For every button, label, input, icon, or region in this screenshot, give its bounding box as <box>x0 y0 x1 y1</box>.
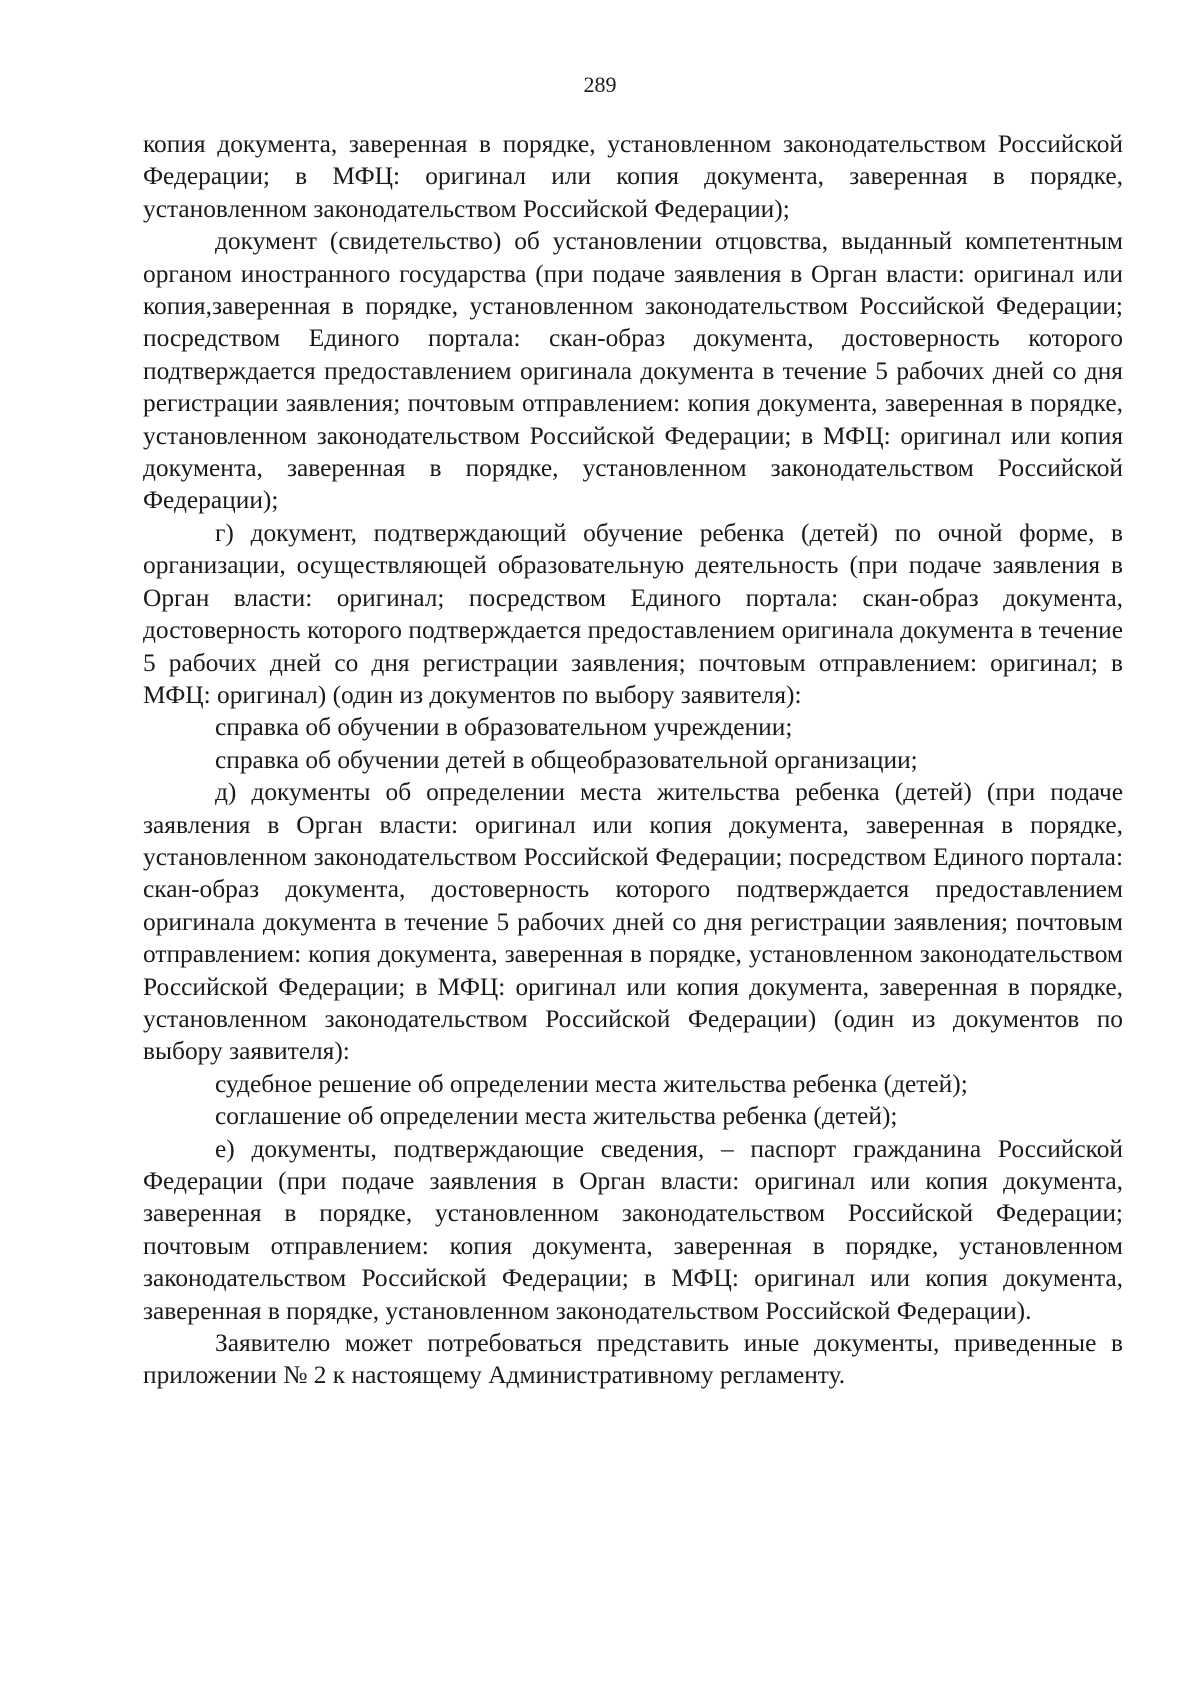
paragraph-paternity-certificate: документ (свидетельство) об установлении отцовства, выданный компетентным органом иностранного государства (при подаче заявления в Орган власти: оригинал или копия,заверенная в порядке, установленном законодательством Российской Федерации; посредством Единого портала: скан-образ документа, достоверность которого подтверждается предоставлением оригинала документа в течение 5 рабочих дней со дня регистрации заявления; почтовым отправлением: копия документа, заверенная в порядке, установленном законодательством Российской Федерации; в МФЦ: оригинал или копия документа, заверенная в порядке, установленном законодательством Российской Федерации); <box>143 227 1123 515</box>
paragraph-g-education-document: г) документ, подтверждающий обучение ребенка (детей) по очной форме, в организации, осуществляющей образовательную деятельность (при подаче заявления в Орган власти: оригинал; посредством Единого портала: скан-образ документа, достоверность которого подтверждается предоставлением оригинала документа в течение 5 рабочих дней со дня регистрации заявления; почтовым отправлением: оригинал; в МФЦ: оригинал) (один из документов по выбору заявителя): <box>143 518 1123 709</box>
list-item-agreement: соглашение об определении места жительства ребенка (детей); <box>215 1102 898 1131</box>
list-item-education-certificate: справка об обучении в образовательном учреждении; <box>215 713 793 742</box>
list-item-school-certificate: справка об обучении детей в общеобразовательной организации; <box>215 745 918 774</box>
page-number: 289 <box>583 72 617 97</box>
paragraph-other-documents: Заявителю может потребоваться представить иные документы, приведенные в приложении № 2 к настоящему Административному регламенту. <box>143 1329 1123 1390</box>
document-body <box>143 128 1123 1392</box>
list-item-court-decision: судебное решение об определении места жительства ребенка (детей); <box>215 1069 968 1098</box>
paragraph-d-residence-documents: д) документы об определении места жительства ребенка (детей) (при подаче заявления в Орган власти: оригинал или копия документа, заверенная в порядке, установленном законодательством Российской Федерации; посредством Единого портала: скан-образ документа, достоверность которого подтверждается предоставлением оригинала документа в течение 5 рабочих дней со дня регистрации заявления; почтовым отправлением: копия документа, заверенная в порядке, установленном законодательством Российской Федерации; в МФЦ: оригинал или копия документа, заверенная в порядке, установленном законодательством Российской Федерации) (один из документов по выбору заявителя): <box>143 778 1123 1066</box>
paragraph-copy-continuation: копия документа, заверенная в порядке, установленном законодательством Российской Федерации; в МФЦ: оригинал или копия документа, заверенная в порядке, установленном законодательством Российской Федерации); <box>143 130 1123 223</box>
paragraph-e-passport: е) документы, подтверждающие сведения, – паспорт гражданина Российской Федерации (при подаче заявления в Орган власти: оригинал или копия документа, заверенная в порядке, установленном законодательством Российской Федерации; почтовым отправлением: копия документа, заверенная в порядке, установленном законодательством Российской Федерации; в МФЦ: оригинал или копия документа, заверенная в порядке, установленном законодательством Российской Федерации). <box>143 1134 1123 1325</box>
